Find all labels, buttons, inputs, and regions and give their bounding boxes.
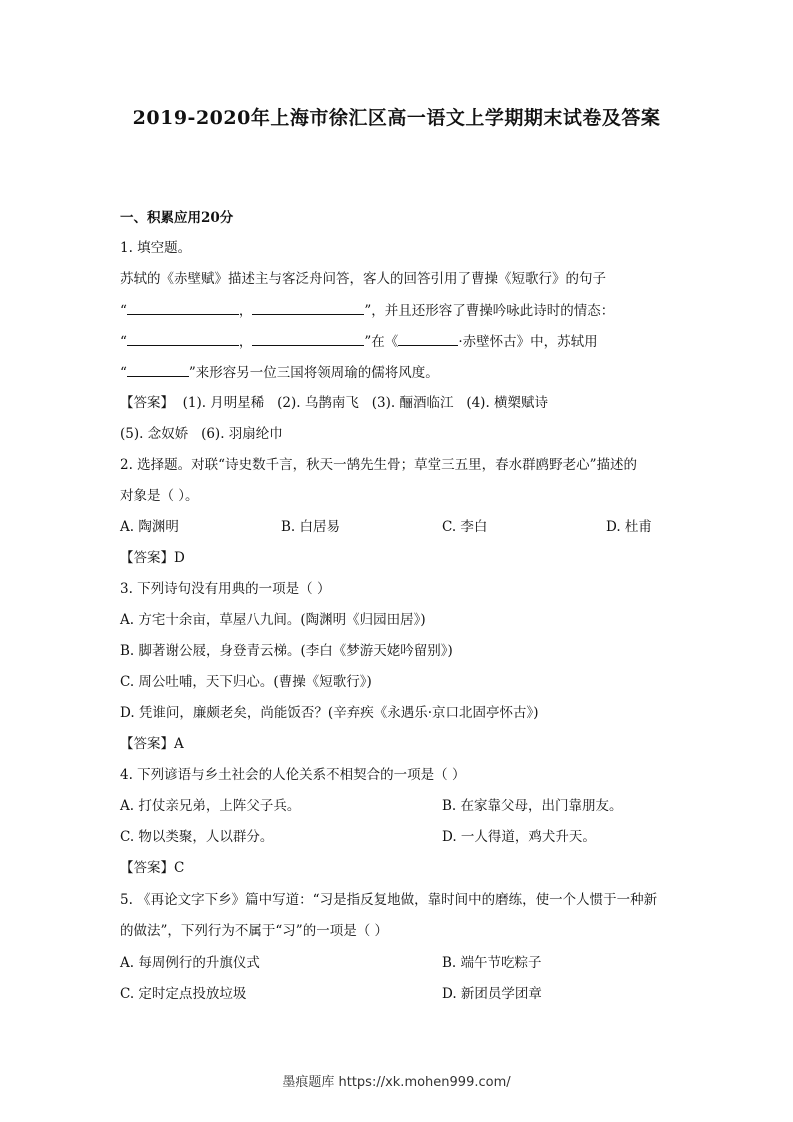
q4-option-a[interactable]: A. 打仗亲兄弟，上阵父子兵。 — [120, 798, 301, 814]
q3-option-d[interactable]: D. 凭谁问，廉颇老矣，尚能饭否？(辛弃疾《永遇乐·京口北固亭怀古》) — [120, 705, 539, 721]
q3-option-a[interactable]: A. 方宅十余亩，草屋八九间。(陶渊明《归园田居》) — [120, 612, 426, 628]
q1-answer-cont: (5). 念奴娇 (6). 羽扇纶巾 — [120, 426, 283, 442]
blank-1[interactable] — [127, 300, 239, 315]
blank-4[interactable] — [252, 331, 364, 346]
q5-option-c[interactable]: C. 定时定点投放垃圾 — [120, 986, 247, 1002]
q2-text-line-2: 对象是（ ）。 — [120, 488, 199, 504]
q2-option-b[interactable]: B. 白居易 — [281, 519, 341, 535]
q3-text-line-1: 3. 下列诗句没有用典的一项是（ ） — [120, 581, 331, 597]
q2-option-a[interactable]: A. 陶渊明 — [120, 519, 179, 535]
q2-text-line-1: 2. 选择题。对联“诗史数千言，秋天一鹄先生骨；草堂三五里，春水群鸥野老心”描述的 — [120, 457, 637, 473]
q3-option-b[interactable]: B. 脚著谢公屐，身登青云梯。(李白《梦游天姥吟留别》) — [120, 643, 453, 659]
page-title: 2019-2020年上海市徐汇区高一语文上学期期末试卷及答案 — [132, 107, 661, 129]
q1-text-line-4: “ ”来形容另一位三国将领周瑜的儒将风度。 — [120, 362, 439, 383]
q4-option-d[interactable]: D. 一人得道，鸡犬升天。 — [442, 829, 596, 845]
q1-text-line-2: “ ， ”，并且还形容了曹操吟咏此诗时的情态： — [120, 300, 614, 321]
q1-text-line-3: “ ， ”在《 ·赤壁怀古》中，苏轼用 — [120, 331, 598, 352]
q3-answer: 【答案】A — [120, 736, 184, 752]
q4-option-b[interactable]: B. 在家靠父母，出门靠朋友。 — [442, 798, 623, 814]
q1-text-line-1: 苏轼的《赤壁赋》描述主与客泛舟问答，客人的回答引用了曹操《短歌行》的句子 — [120, 271, 606, 287]
q5-option-b[interactable]: B. 端午节吃粽子 — [442, 955, 542, 971]
q4-text-line-1: 4. 下列谚语与乡土社会的人伦关系不相契合的一项是（ ） — [120, 767, 466, 783]
q5-option-a[interactable]: A. 每周例行的升旗仪式 — [120, 955, 260, 971]
q2-option-c[interactable]: C. 李白 — [442, 519, 488, 535]
blank-3[interactable] — [127, 331, 239, 346]
q5-text-line-1: 5. 《再论文字下乡》篇中写道：“习是指反复地做，靠时间中的磨练，使一个人惯于一种新 — [120, 892, 658, 908]
footer-watermark[interactable]: 墨痕题库 https://xk.mohen999.com/ — [282, 1075, 511, 1090]
q5-text-line-2: 的做法”，下列行为不属于“习”的一项是（ ） — [120, 923, 388, 939]
q1-heading: 1. 填空题。 — [120, 240, 192, 256]
q2-answer: 【答案】D — [120, 550, 185, 566]
q4-option-c[interactable]: C. 物以类聚，人以群分。 — [120, 829, 274, 845]
q3-option-c[interactable]: C. 周公吐哺，天下归心。(曹操《短歌行》) — [120, 674, 372, 690]
q4-answer: 【答案】C — [120, 860, 185, 876]
q5-option-d[interactable]: D. 新团员学团章 — [442, 986, 542, 1002]
q1-answer: 【答案】 (1). 月明星稀 (2). 乌鹊南飞 (3). 酾酒临江 (4). 横槊赋诗 — [120, 395, 549, 411]
section-heading: 一、积累应用20分 — [120, 210, 234, 226]
q2-option-d[interactable]: D. 杜甫 — [606, 519, 652, 535]
blank-5[interactable] — [398, 331, 458, 346]
blank-6[interactable] — [127, 362, 189, 377]
blank-2[interactable] — [252, 300, 364, 315]
